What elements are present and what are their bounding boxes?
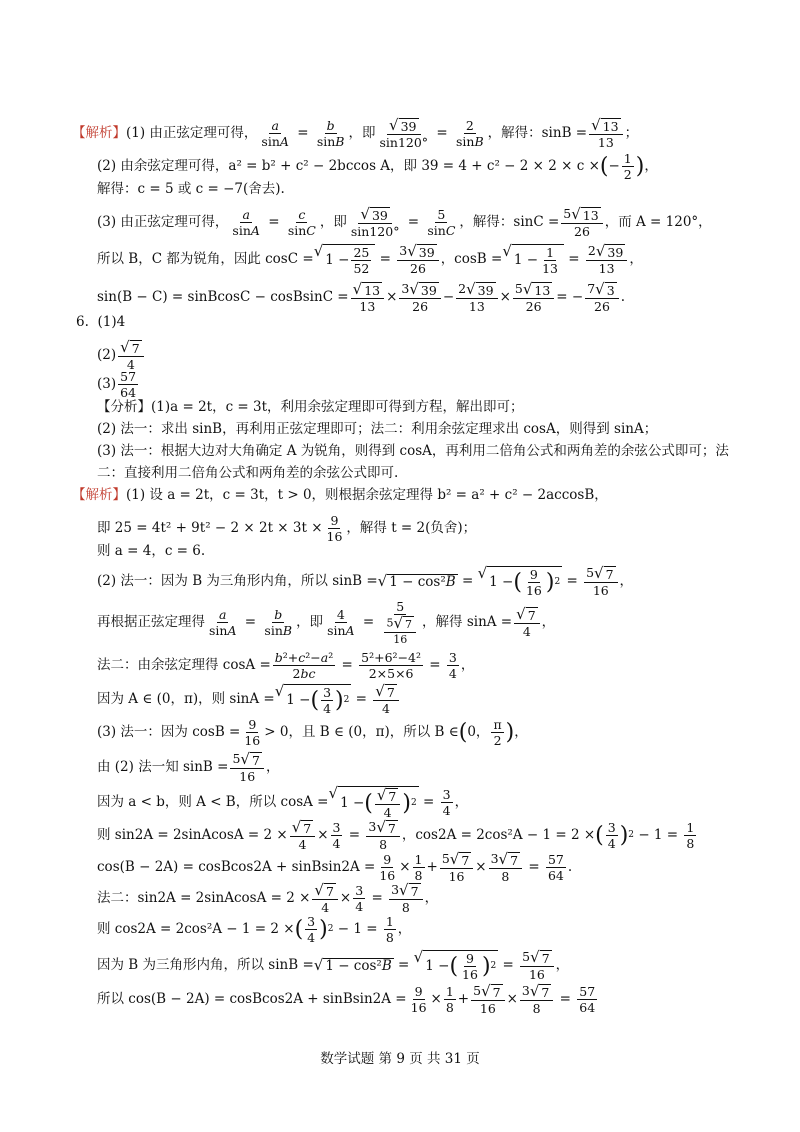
solution-2-method-2: 法二：由余弦定理得 cosA = $\frac{\text{b²+c²−a²}}{2bc}$ = $\frac{\text{5²+6²−4²}}{2\times 5\times 6}$ = $\frac{3}{4}$ ， [97,650,475,682]
solution-1-line-2: 即 25 = 4t² + 9t² − 2 × 2t × 3t × $\frac{9}{16}$ ，解得 t = 2(负舍)； [97,513,477,545]
solution-2-method-1: (2) 法一：因为 B 为三角形内角，所以 sinB = √ 1 − cos² B = √ 1 − ( $\frac{9}{16}$ ) 2 = 5 √ 7 16 ， [97,564,634,599]
solution-1-line-3: 则 a = 4，c = 6. [97,543,206,559]
analysis-line-4: 二：直接利用二倍角公式和两角差的余弦公式即可. [97,465,399,481]
solution-3-method-1-line-5: cos(B − 2A) = cosBcos2A + sinBsin2A = $\frac{9}{16}$ × $\frac{1}{8}$ + 5 √ 7 16 × 3 √ 7 8 = $\frac{57}{64}$ . [97,850,573,885]
solution-3-method-1-line-3: 因为 a < b，则 A < B，所以 cosA = √ 1 − ( √ 7 4 ) 2 = $\frac{3}{4}$ ， [97,784,469,821]
analysis-line-1: 【分析】 (1)a = 2t，c = 3t，利用余弦定理即可得到方程，解出即可； [97,399,524,415]
problem-6-answer-2: (2) √ 7 4 [97,340,146,371]
solution-3-method-2-line-4: 所以 cos(B − 2A) = cosBcos2A + sinBsin2A = $\frac{9}{16}$ × $\frac{1}{8}$ + 5 √ 7 16 × 3 √ 7 8 = $\frac{57}{64}$ [97,982,596,1017]
prev-solution-part2: (2) 由余弦定理可得，a² = b² + c² − 2bccos A，即 39 = 4 + c² − 2 × 2 × c × ( − $\frac{1}{2}$ ) ， [97,151,658,183]
problem-6-answer-3: (3) $\frac{57}{64}$ [97,369,137,401]
solution-3-method-1-line-2: 由 (2) 法一知 sinB = 5 √ 7 16 ， [97,750,280,785]
fenxi-tag: 【分析】 [97,399,151,415]
analysis-line-2: (2) 法一：求出 sinB，再利用正弦定理即可；法二：利用余弦定理求出 cosA，则得到 sinA； [97,421,658,437]
jiexi-tag: 【解析】 [72,124,126,141]
solution-3-method-1-line-4: 则 sin2A = 2sinAcosA = 2 × √ 7 4 × $\frac{3}{4}$ = 3 √ 7 8 ，cos2A = 2cos²A − 1 = 2 × ( $\frac{3}{4}$ ) 2 − 1 = $\frac{1}{8}$ [97,818,695,853]
solution-3-method-1: (3) 法一：因为 cosB = $\frac{9}{16}$ > 0，且 B ∈ (0，π)，所以 B ∈ ( 0， $\frac{\pi}{2}$ ) ， [97,717,528,749]
analysis-line-3: (3) 法一：根据大边对大角确定 A 为锐角，则得到 cosA，再利用二倍角公式和两角差的余弦公式即可；法 [97,443,729,459]
solution-1-line-1: 【解析】 (1) 设 a = 2t，c = 3t，t > 0，则根据余弦定理得 b² = a² + c² − 2accosB， [72,487,608,503]
solution-3-method-2: 法二：sin2A = 2sinAcosA = 2 × √ 7 4 × $\frac{3}{4}$ = 3 √ 7 8 ， [97,881,439,916]
prev-solution-part2-result: 解得：c = 5 或 c = −7(舍去). [97,181,285,197]
prev-solution-part3: (3) 由正弦定理可得， $\frac{a}{\sin A}$ = $\frac{c}{\sin C}$ ，即 √ 39 sin120° = $\frac{5}{\sin C}$ ，解得：sinC = 5 √ 13 26 ，而 A = 120°， [97,205,712,240]
prev-solution-part3-acute: 所以 B，C 都为锐角，因此 cosC = √ 1 − $\frac{25}{52}$ = 3 √ 39 26 ，cosB = √ 1 − $\frac{1}{13}$ = 2 √ 39 13 ， [97,242,643,277]
problem-6-answer-1: 6. (1)4 [76,314,126,330]
page-footer: 数学试题 第 9 页 共 31 页 [320,1051,480,1067]
solution-3-method-2-line-2: 则 cos2A = 2cos²A − 1 = 2 × ( $\frac{3}{4}$ ) 2 − 1 = $\frac{1}{8}$ ， [97,914,412,946]
prev-solution-part1: 【解析】 (1) 由正弦定理可得， $\frac{a}{\sin A}$ = $\frac{b}{\sin B}$ ，即 √ 39 sin120° = $\frac{2}{\sin B}$ ，解得：sinB = √ 13 13 ； [72,116,639,151]
solution-2-method-1-line-2: 再根据正弦定理得 $\frac{a}{\sin A}$ = $\frac{b}{\sin B}$ ，即 $\frac{4}{\sin A}$ = 5 5 √ 7 16 ，解得 sinA = √ 7 4 ， [97,599,556,647]
prev-solution-part3-final: sin(B − C) = sinBcosC − cosBsinC = √ 13 13 × 3 √ 39 26 − 2 √ 39 13 × 5 √ 13 26 = − 7 √ 3 26 . [97,280,625,315]
solution-3-method-2-line-3: 因为 B 为三角形内角，所以 sinB = √ 1 − cos² B = √ 1 − ( $\frac{9}{16}$ ) 2 = 5 √ 7 16 ， [97,948,570,983]
solution-2-method-2-line-2: 因为 A ∈ (0，π)，则 sinA = √ 1 − ( $\frac{3}{4}$ ) 2 = √ 7 4 [97,684,401,715]
